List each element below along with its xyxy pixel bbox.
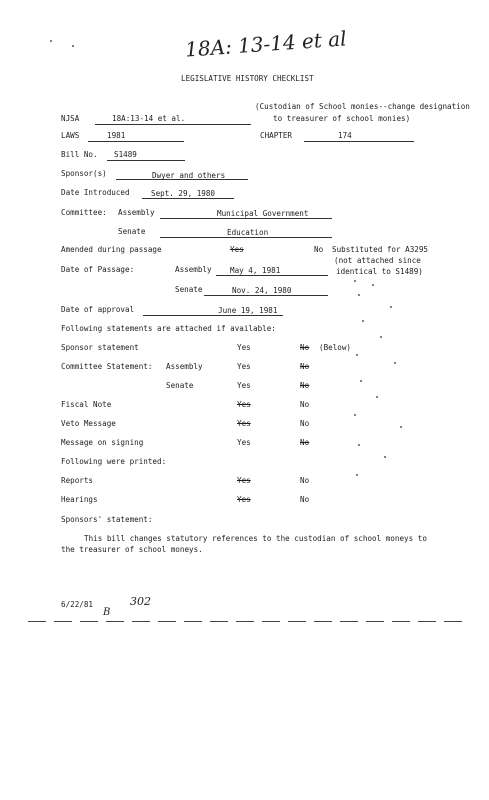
committee-statement-assembly-label: Assembly	[166, 362, 203, 371]
chapter-label: CHAPTER	[260, 131, 293, 140]
fiscal-note-no: No	[300, 400, 310, 409]
introduced-value: Sept. 29, 1980	[151, 189, 216, 198]
laws-label: LAWS	[61, 131, 80, 140]
bill-label: Bill No.	[61, 150, 98, 159]
passage-assembly-underline	[216, 275, 328, 276]
committee-statement-senate-no: No	[300, 381, 310, 390]
passage-assembly-value: May 4, 1981	[230, 266, 281, 275]
hearings-no: No	[300, 495, 310, 504]
substituted-line3: identical to S1489)	[336, 267, 423, 276]
signing-message-yes: Yes	[237, 438, 251, 447]
signing-message-no: No	[300, 438, 310, 447]
attached-heading: Following statements are attached if available:	[61, 324, 276, 333]
fiscal-note-label: Fiscal Note	[61, 400, 112, 409]
sponsors-statement-heading: Sponsors' statement:	[61, 515, 153, 524]
bill-value: S1489	[114, 150, 137, 159]
bill-underline	[107, 160, 185, 161]
chapter-underline	[304, 141, 414, 142]
hearings-label: Hearings	[61, 495, 98, 504]
veto-message-no: No	[300, 419, 310, 428]
committee-statement-assembly-no: No	[300, 362, 310, 371]
committee-assembly-value: Municipal Government	[217, 209, 309, 218]
njsa-note-line1: (Custodian of School monies--change designation	[255, 102, 470, 111]
njsa-label: NJSA	[61, 114, 80, 123]
footer-stamp: 302	[130, 595, 151, 608]
sponsors-value: Dwyer and others	[152, 171, 226, 180]
chapter-value: 174	[338, 131, 352, 140]
njsa-underline	[95, 124, 251, 125]
speck-mark	[50, 40, 52, 42]
committee-statement-senate-yes: Yes	[237, 381, 251, 390]
committee-statement-label: Committee Statement:	[61, 362, 153, 371]
committee-label: Committee:	[61, 208, 107, 217]
committee-statement-assembly-yes: Yes	[237, 362, 251, 371]
amended-label: Amended during passage	[61, 245, 162, 254]
speck-mark	[72, 45, 74, 47]
sponsors-statement-line1: This bill changes statutory references to the custodian of school moneys to	[84, 534, 427, 543]
passage-senate-value: Nov. 24, 1980	[232, 286, 292, 295]
committee-assembly-label: Assembly	[118, 208, 155, 217]
passage-senate-label: Senate	[175, 285, 203, 294]
sponsor-statement-no: No	[300, 343, 310, 352]
footer-initials: B	[103, 607, 111, 618]
substituted-line2: (not attached since	[334, 256, 421, 265]
sponsor-statement-note: (Below)	[319, 343, 352, 352]
laws-value: 1981	[107, 131, 126, 140]
introduced-label: Date Introduced	[61, 188, 130, 197]
sponsor-statement-label: Sponsor statement	[61, 343, 139, 352]
reports-label: Reports	[61, 476, 94, 485]
veto-message-label: Veto Message	[61, 419, 116, 428]
footer-date: 6/22/81	[61, 600, 94, 609]
introduced-underline	[142, 198, 234, 199]
committee-senate-value: Education	[227, 228, 269, 237]
sponsor-statement-yes: Yes	[237, 343, 251, 352]
njsa-value: 18A:13-14 et al.	[112, 114, 186, 123]
passage-label: Date of Passage:	[61, 265, 135, 274]
passage-senate-underline	[204, 295, 328, 296]
reports-yes: Yes	[237, 476, 251, 485]
committee-statement-senate-label: Senate	[166, 381, 194, 390]
signing-message-label: Message on signing	[61, 438, 144, 447]
page-title: LEGISLATIVE HISTORY CHECKLIST	[181, 74, 314, 83]
amended-yes: Yes	[230, 245, 244, 254]
veto-message-yes: Yes	[237, 419, 251, 428]
approval-label: Date of approval	[61, 305, 135, 314]
substituted-line1: Substituted for A3295	[332, 245, 429, 254]
hearings-yes: Yes	[237, 495, 251, 504]
fiscal-note-yes: Yes	[237, 400, 251, 409]
passage-assembly-label: Assembly	[175, 265, 212, 274]
njsa-note-line2: to treasurer of school monies)	[273, 114, 411, 123]
printed-heading: Following were printed:	[61, 457, 167, 466]
bleed-through-marks	[350, 276, 420, 491]
laws-underline	[88, 141, 184, 142]
approval-value: June 19, 1981	[218, 306, 278, 315]
footer-dashed-line	[28, 621, 468, 623]
sponsors-statement-line2: the treasurer of school moneys.	[61, 545, 203, 554]
amended-no: No	[314, 245, 324, 254]
approval-underline	[143, 315, 283, 316]
committee-senate-underline	[160, 237, 332, 238]
committee-senate-label: Senate	[118, 227, 146, 236]
sponsors-label: Sponsor(s)	[61, 169, 107, 178]
handwritten-heading: 18A: 13-14 et al	[184, 26, 348, 62]
reports-no: No	[300, 476, 310, 485]
committee-assembly-underline	[160, 218, 332, 219]
